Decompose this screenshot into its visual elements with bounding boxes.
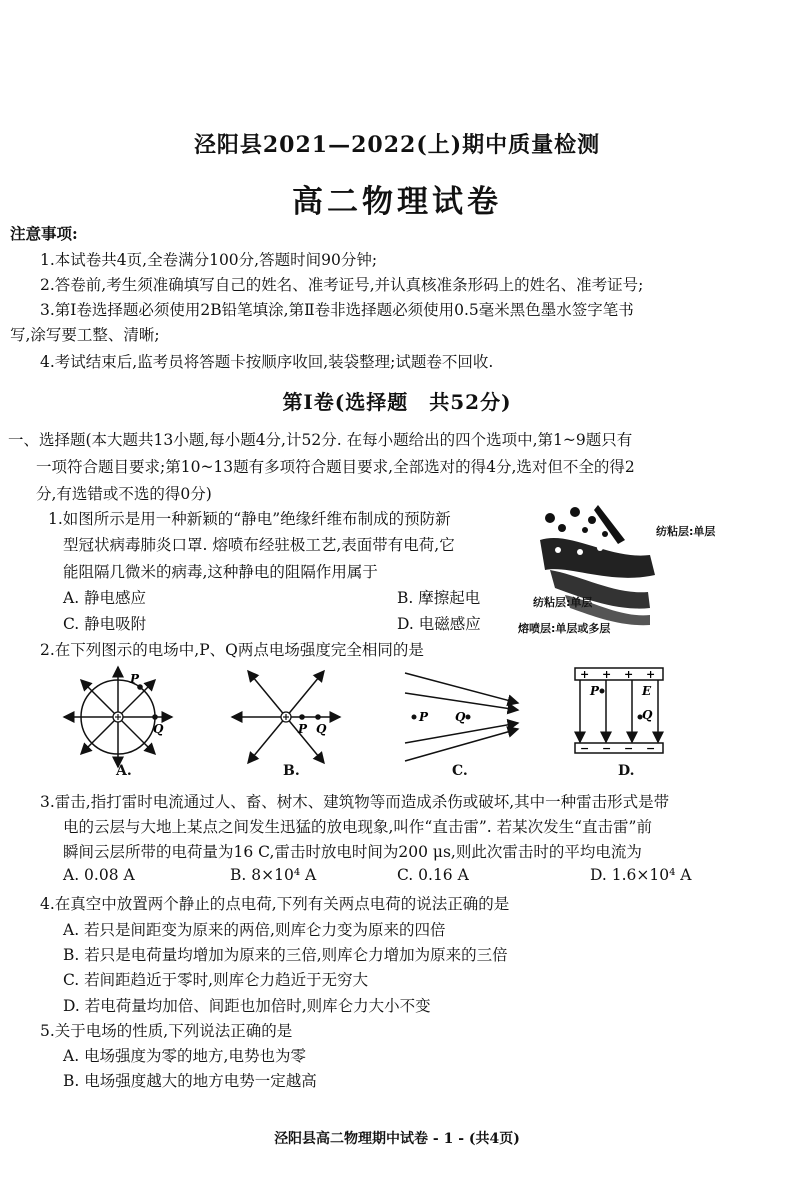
point-p-label: P (130, 672, 140, 686)
question-1-stem: 能阻隔几微米的病毒,这种静电的阻隔作用属于 (63, 563, 378, 581)
point-p-label: P (590, 684, 600, 698)
minus-sign: − (646, 742, 656, 755)
question-1-option-b: B. 摩擦起电 (397, 589, 481, 607)
point-q-label: Q (316, 722, 327, 736)
question-1-option-a: A. 静电感应 (63, 589, 147, 607)
point-q-label: Q (642, 708, 653, 722)
field-figure-c (400, 665, 525, 770)
point-p-label: P (298, 722, 308, 736)
question-3-option-d: D. 1.6×10⁴ A (590, 866, 692, 884)
mask-label-bottom: 熔喷层:单层或多层 (518, 622, 611, 635)
question-4-option-d: D. 若电荷量均加倍、间距也加倍时,则库仑力大小不变 (63, 997, 431, 1015)
mask-label-middle: 纺粘层:单层 (533, 596, 593, 609)
minus-sign: − (602, 742, 612, 755)
plus-sign: + (602, 668, 612, 681)
plus-sign: + (646, 668, 656, 681)
notice-item: 2.答卷前,考生须准确填写自己的姓名、准考证号,并认真核准条形码上的姓名、准考证号; (40, 276, 644, 294)
section-intro: 一、选择题(本大题共13小题,每小题4分,计52分. 在每小题给出的四个选项中,第1~9题只有 (8, 431, 633, 449)
question-5-option-b: B. 电场强度越大的地方电势一定越高 (63, 1072, 317, 1090)
field-e-label: E (642, 684, 652, 698)
field-figure-b (228, 665, 348, 770)
page-footer: 泾阳县高二物理期中试卷 - 1 - (共4页) (274, 1131, 520, 1147)
field-figure-d (570, 663, 670, 763)
figure-d-label: D. (618, 763, 635, 779)
notice-item: 1.本试卷共4页,全卷满分100分,答题时间90分钟; (40, 251, 378, 269)
notice-item: 3.第Ⅰ卷选择题必须使用2B铅笔填涂,第Ⅱ卷非选择题必须使用0.5毫米黑色墨水签字笔书 (40, 301, 634, 319)
point-p-label: P (419, 710, 429, 724)
section-intro: 分,有选错或不选的得0分) (36, 485, 212, 503)
field-figure-a (60, 665, 180, 770)
question-4-option-b: B. 若只是电荷量均增加为原来的三倍,则库仑力增加为原来的三倍 (63, 946, 508, 964)
question-5-option-a: A. 电场强度为零的地方,电势也为零 (63, 1047, 306, 1065)
section-title: 第Ⅰ卷(选择题 共52分) (282, 390, 512, 414)
question-3-stem: 电的云层与大地上某点之间发生迅猛的放电现象,叫作“直击雷”. 若某次发生“直击雷”前 (63, 818, 652, 836)
question-1-stem: 型冠状病毒肺炎口罩. 熔喷布经驻极工艺,表面带有电荷,它 (63, 536, 455, 554)
question-1-stem: 1.如图所示是用一种新颖的“静电”绝缘纤维布制成的预防新 (48, 510, 451, 528)
question-4-option-a: A. 若只是间距变为原来的两倍,则库仑力变为原来的四倍 (63, 921, 446, 939)
question-3-option-a: A. 0.08 A (63, 866, 135, 884)
question-4-stem: 4.在真空中放置两个静止的点电荷,下列有关两点电荷的说法正确的是 (40, 895, 510, 913)
question-3-stem: 瞬间云层所带的电荷量为16 C,雷击时放电时间为200 μs,则此次雷击时的平均电流为 (63, 843, 642, 861)
point-q-label: Q (153, 722, 164, 736)
mask-layers-figure (530, 500, 660, 630)
question-1-option-c: C. 静电吸附 (63, 615, 147, 633)
question-3-stem: 3.雷击,指打雷时电流通过人、畜、树木、建筑物等而造成杀伤或破坏,其中一种雷击形式是带 (40, 793, 670, 811)
notice-item: 写,涂写要工整、清晰; (10, 326, 160, 344)
question-4-option-c: C. 若间距趋近于零时,则库仑力趋近于无穷大 (63, 971, 369, 989)
minus-sign: − (580, 742, 590, 755)
figure-a-label: A. (116, 763, 132, 779)
plus-sign: + (624, 668, 634, 681)
question-5-stem: 5.关于电场的性质,下列说法正确的是 (40, 1022, 293, 1040)
question-3-option-c: C. 0.16 A (397, 866, 469, 884)
figure-c-label: C. (452, 763, 468, 779)
minus-sign: − (624, 742, 634, 755)
plus-sign: + (580, 668, 590, 681)
figure-b-label: B. (283, 763, 300, 779)
point-q-label: Q (455, 710, 466, 724)
question-1-option-d: D. 电磁感应 (397, 615, 481, 633)
notice-item: 4.考试结束后,监考员将答题卡按顺序收回,装袋整理;试题卷不回收. (40, 353, 494, 371)
paper-title: 高二物理试卷 (292, 184, 502, 220)
notice-heading: 注意事项: (10, 224, 78, 243)
question-3-option-b: B. 8×10⁴ A (230, 866, 317, 884)
exam-title: 泾阳县2021—2022(上)期中质量检测 (193, 132, 601, 158)
section-intro: 一项符合题目要求;第10~13题有多项符合题目要求,全部选对的得4分,选对但不全的得2 (36, 458, 635, 476)
mask-label-top: 纺粘层:单层 (656, 525, 716, 538)
question-2-stem: 2.在下列图示的电场中,P、Q两点电场强度完全相同的是 (40, 641, 424, 659)
